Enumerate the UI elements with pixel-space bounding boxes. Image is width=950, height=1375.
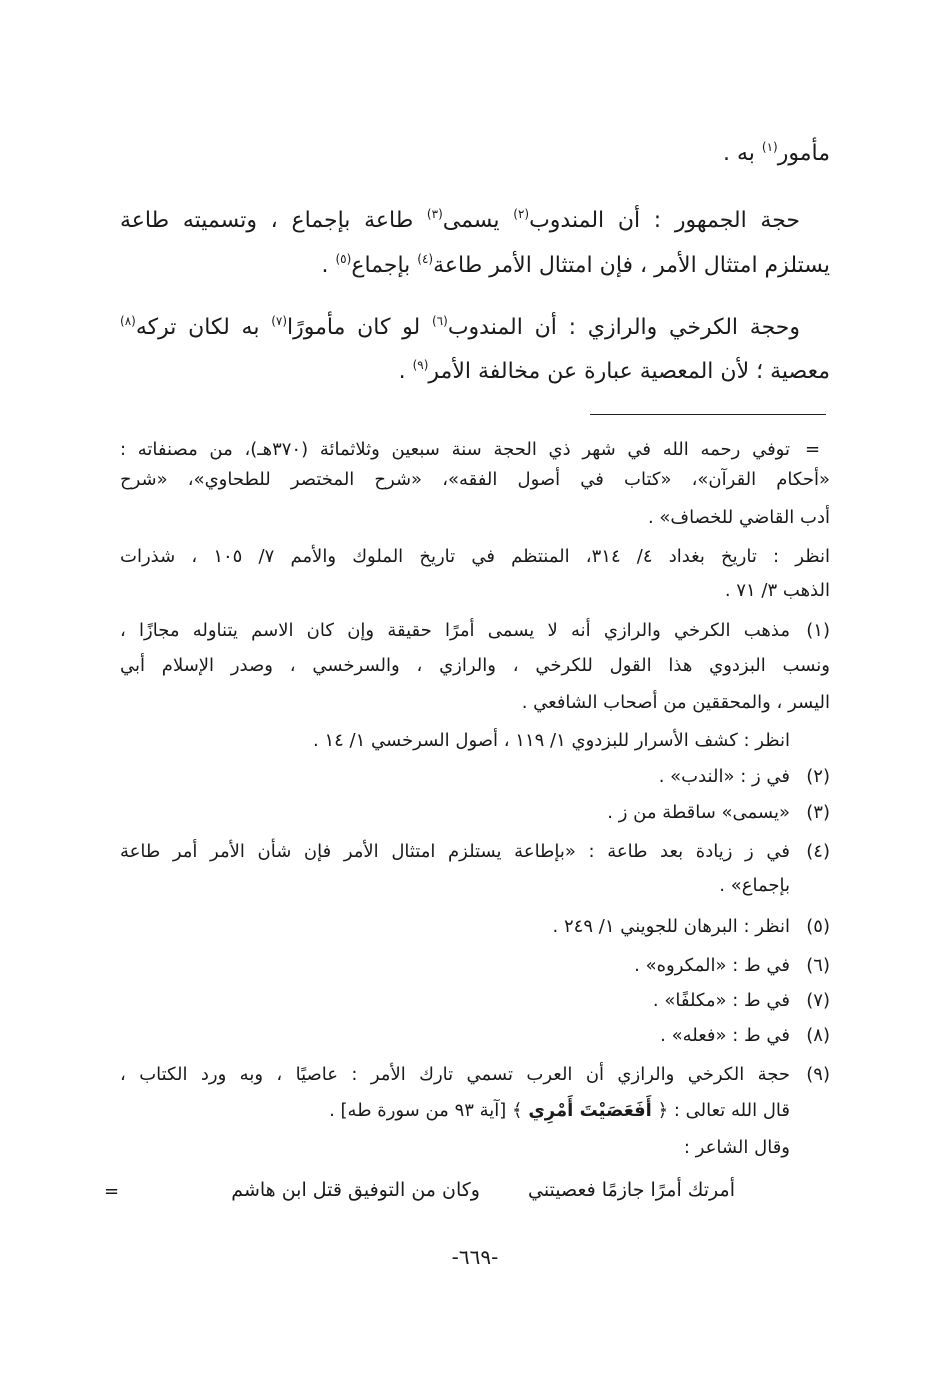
footnote-4-line: بإجماع» .: [719, 875, 790, 896]
footnote-1-line: انظر : كشف الأسرار للبزدوي ١/ ١١٩ ، أصول السرخسي ١/ ١٤ .: [313, 730, 790, 751]
footnote-2: في ز : «الندب» .: [658, 766, 790, 787]
footnote-ref[interactable]: (٣): [426, 207, 443, 221]
footnote-7: في ط : «مكلفًا» .: [652, 990, 790, 1011]
footnote-text: قال الله تعالى : ﴿: [651, 1100, 790, 1121]
footnote-text: ﴾ [آية ٩٣ من سورة طه] .: [329, 1100, 529, 1121]
footnote-4-line: في ز زيادة بعد طاعة : «بإطاعة يستلزم امتثال الأمر فإن شأن الأمر أمر طاعة: [120, 841, 790, 862]
main-text: .: [398, 359, 413, 384]
continuation-marker: =: [104, 1181, 120, 1202]
footnote-number: (٥): [806, 916, 830, 937]
verse-second-hemistich: وكان من التوفيق قتل ابن هاشم: [231, 1179, 480, 1201]
footnote-number: (٨): [806, 1025, 830, 1046]
footnote-separator: [590, 414, 826, 415]
footnote-1-line: مذهب الكرخي والرازي أنه لا يسمى أمرًا حقيقة وإن كان الاسم يتناوله مجازًا ،: [120, 620, 790, 641]
footnote-number: (١): [806, 620, 830, 641]
footnote-6: في ط : «المكروه» .: [634, 955, 790, 976]
footnote-ref[interactable]: (١): [761, 140, 778, 154]
main-text: به .: [723, 141, 762, 166]
main-line-1: [120, 138, 830, 170]
footnote-ref[interactable]: (٦): [431, 314, 448, 328]
footnote-continued-line: «أحكام القرآن»، «كتاب في أصول الفقه»، «شرح المختصر للطحاوي»، «شرح: [120, 469, 830, 490]
footnote-number: (٧): [806, 990, 830, 1011]
main-para3-line1: [120, 312, 830, 344]
main-text: معصية ؛ لأن المعصية عبارة عن مخالفة الأمر: [428, 359, 830, 384]
footnote-continued-line: أدب القاضي للخصاف» .: [647, 507, 830, 528]
footnote-ref[interactable]: (٨): [120, 314, 136, 328]
main-para3-line2: [120, 356, 830, 388]
footnote-ref[interactable]: (٩): [412, 358, 429, 372]
footnote-9-line: وقال الشاعر :: [683, 1137, 790, 1158]
main-text: حجة الجمهور : أن المندوب: [529, 208, 800, 233]
main-para2-line1: [120, 205, 830, 237]
main-text: .: [321, 253, 336, 278]
footnote-number: (٦): [806, 955, 830, 976]
footnote-9-line: حجة الكرخي والرازي أن العرب تسمي تارك الأمر : عاصيًا ، وبه ورد الكتاب ،: [120, 1064, 790, 1085]
footnote-9-line: [120, 1097, 790, 1125]
main-text: يستلزم امتثال الأمر ، فإن امتثال الأمر طاعة: [433, 253, 830, 278]
footnote-number: (٢): [806, 766, 830, 787]
main-text: وحجة الكرخي والرازي : أن المندوب: [447, 315, 800, 340]
footnote-ref[interactable]: (٤): [417, 252, 434, 266]
footnote-8: في ط : «فعله» .: [660, 1025, 790, 1046]
footnote-number: (٣): [806, 802, 830, 823]
footnote-1-line: ونسب البزدوي هذا القول للكرخي ، والرازي ، والسرخسي ، وصدر الإسلام أبي: [120, 655, 830, 676]
footnote-3: «يسمى» ساقطة من ز .: [607, 802, 790, 823]
main-text: به لكان تركه: [135, 315, 272, 340]
quran-quote: أَفَعَصَيْتَ أَمْرِي: [528, 1100, 652, 1121]
footnote-ref[interactable]: (٢): [513, 207, 530, 221]
main-text: طاعة بإجماع ، وتسميته طاعة: [120, 208, 427, 233]
footnote-ref[interactable]: (٥): [335, 252, 352, 266]
footnote-number: (٩): [806, 1064, 830, 1085]
footnote-number: (٤): [806, 841, 830, 862]
footnote-continued-line: الذهب ٣/ ٧١ .: [724, 580, 830, 601]
main-text: لو كان مأمورًا: [287, 315, 432, 340]
page-number: -٦٦٩-: [451, 1245, 499, 1269]
main-text: مأمور: [777, 141, 830, 166]
main-text: يسمى: [442, 208, 514, 233]
main-para2-line2: [120, 250, 830, 282]
footnote-5: انظر : البرهان للجويني ١/ ٢٤٩ .: [552, 916, 790, 937]
main-text: بإجماع: [351, 253, 418, 278]
footnote-ref[interactable]: (٧): [271, 314, 288, 328]
footnote-continued-line: انظر : تاريخ بغداد ٤/ ٣١٤، المنتظم في تاريخ الملوك والأمم ٧/ ١٠٥ ، شذرات: [120, 546, 830, 567]
continuation-marker: =: [805, 439, 821, 460]
footnote-1-line: اليسر ، والمحققين من أصحاب الشافعي .: [521, 692, 830, 713]
verse-first-hemistich: أمرتك أمرًا جازمًا فعصيتني: [527, 1179, 735, 1201]
footnote-continued-line: توفي رحمه الله في شهر ذي الحجة سنة سبعين وثلاثمائة (٣٧٠هـ)، من مصنفاته :: [120, 439, 790, 460]
